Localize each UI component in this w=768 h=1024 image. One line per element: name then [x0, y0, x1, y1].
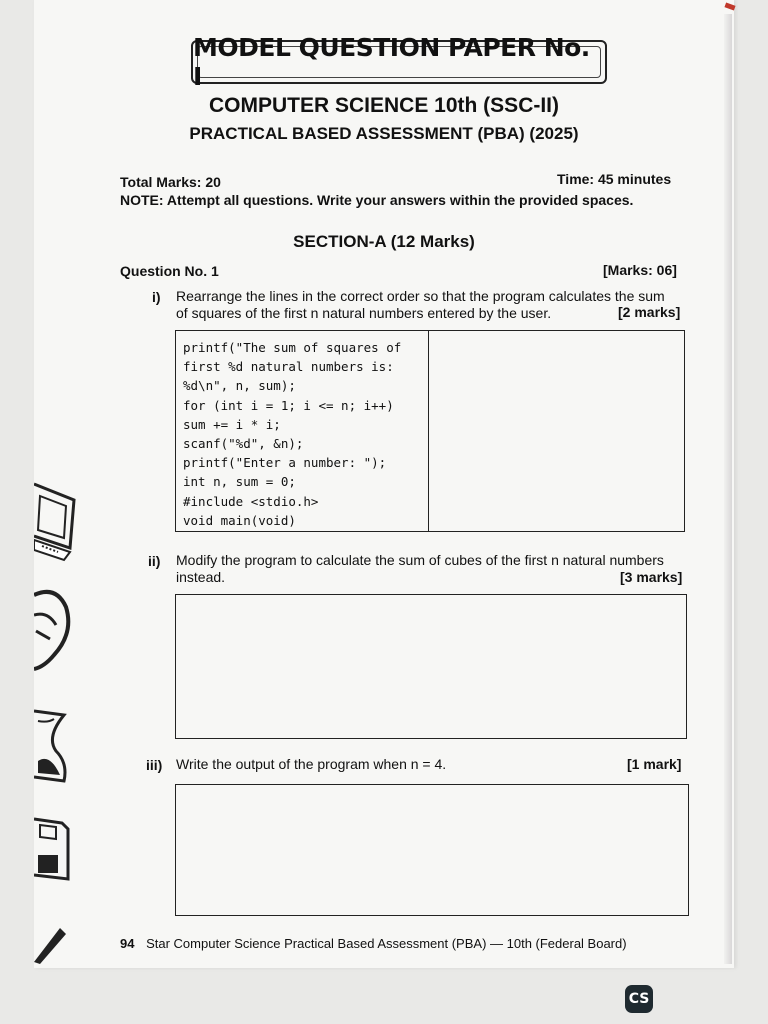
answer-box-part-ii[interactable] — [175, 594, 687, 739]
part-i-number: i) — [152, 289, 161, 305]
code-line: scanf("%d", &n); — [183, 436, 304, 452]
laptop-icon — [34, 478, 82, 568]
code-line: void main(void) — [183, 512, 296, 528]
answer-column-part-i[interactable] — [429, 331, 684, 531]
page-footer — [120, 936, 627, 951]
code-line: printf("The sum of squares of — [183, 340, 402, 355]
paper-title-box — [191, 33, 607, 91]
camscanner-badge: CS — [625, 985, 653, 1013]
code-rearrange-table — [175, 330, 685, 532]
part-ii-text-line1: Modify the program to calculate the sum of cubes of the first n natural numbers — [176, 552, 664, 568]
pencil-icon — [34, 918, 68, 966]
computer-mouse-icon — [34, 585, 74, 675]
part-iii-marks: [1 mark] — [627, 756, 682, 772]
question-marks: [Marks: 06] — [603, 262, 677, 278]
instructions-note: NOTE: Attempt all questions. Write your answers within the provided spaces. — [120, 192, 634, 208]
book-title: Star Computer Science Practical Based Assessment (PBA) — 10th (Federal Board) — [146, 936, 627, 951]
floppy-disk-icon — [34, 815, 74, 885]
section-title: SECTION-A (12 Marks) — [293, 232, 475, 251]
time-allowed: Time: 45 minutes — [557, 171, 672, 187]
code-line: int n, sum = 0; — [183, 474, 296, 490]
total-marks: Total Marks: 20 — [120, 174, 221, 190]
page-number: 94 — [120, 936, 135, 951]
answer-box-part-iii[interactable] — [175, 784, 689, 916]
jumbled-code-column — [176, 331, 429, 531]
part-i-text-line1: Rearrange the lines in the correct order so that the program calculates the sum — [176, 288, 665, 304]
part-iii-number: iii) — [146, 757, 163, 773]
code-line: sum += i * i; — [183, 416, 281, 432]
part-ii-marks: [3 marks] — [620, 569, 683, 585]
code-line: %d\n", n, sum); — [183, 378, 296, 394]
code-line: first %d natural numbers is: — [183, 359, 394, 375]
code-line: #include <stdio.h> — [183, 493, 319, 509]
code-line: for (int i = 1; i <= n; i++) — [183, 397, 394, 413]
assessment-heading: PRACTICAL BASED ASSESSMENT (PBA) (2025) — [189, 124, 579, 143]
part-i-text-line2: of squares of the first n natural numbers entered by the user. — [176, 305, 552, 321]
part-ii-text-line2: instead. — [176, 569, 226, 585]
hourglass-icon — [34, 705, 74, 785]
paper-title: MODEL QUESTION PAPER No. I — [193, 33, 590, 91]
book-spine — [724, 14, 732, 964]
subject-heading: COMPUTER SCIENCE 10th (SSC-II) — [208, 94, 560, 117]
part-i-marks: [2 marks] — [618, 304, 681, 320]
code-line: printf("Enter a number: "); — [183, 455, 387, 471]
part-ii-number: ii) — [148, 553, 161, 569]
question-label: Question No. 1 — [120, 263, 219, 279]
part-iii-text: Write the output of the program when n = 4. — [176, 756, 447, 772]
